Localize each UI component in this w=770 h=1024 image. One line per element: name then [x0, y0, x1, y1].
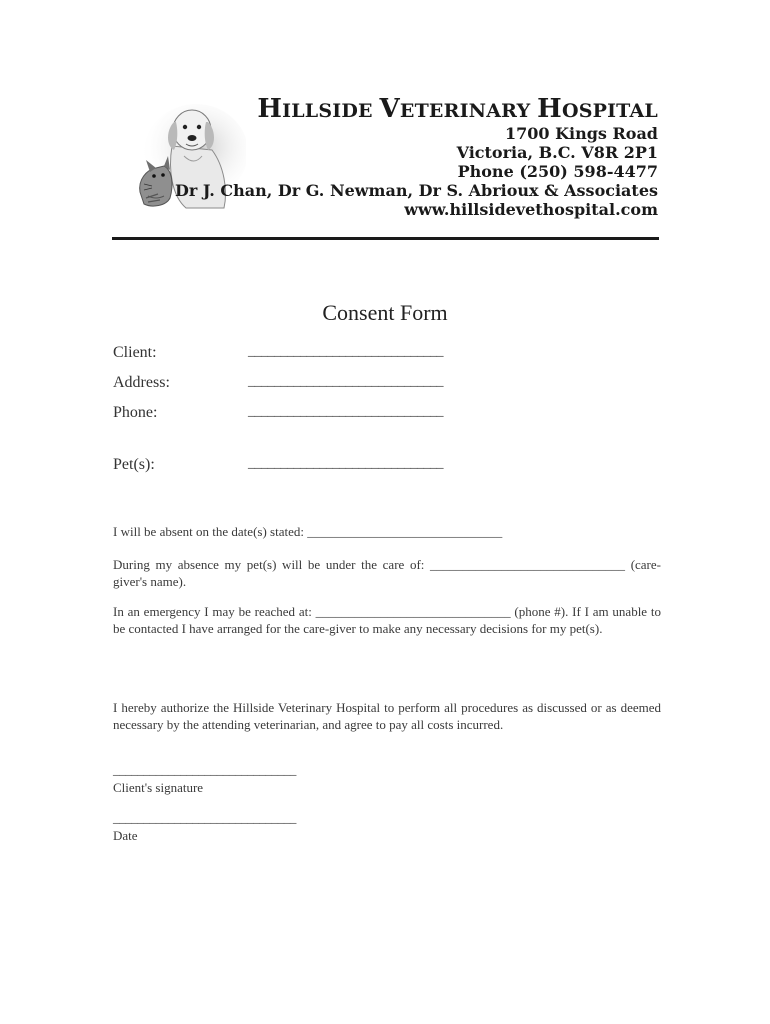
phone-field[interactable]: ______________________________: [248, 404, 443, 419]
address-label: Address:: [113, 374, 170, 391]
authorization-statement: I hereby authorize the Hillside Veterinary Hospital to perform all procedures as discussed or as deemed necessary by the attending veterinarian, and agree to pay all costs incurred.: [113, 700, 661, 732]
client-label: Client:: [113, 344, 157, 361]
phone-line: Phone (250) 598-4477: [457, 162, 658, 181]
signature-field[interactable]: ______________________________: [113, 762, 297, 777]
pets-field[interactable]: ______________________________: [248, 456, 443, 471]
address-line: 1700 Kings Road: [504, 124, 658, 143]
caregiver-statement[interactable]: During my absence my pet(s) will be under the care of: ______________________________ (care-giver's name).: [113, 557, 661, 589]
date-field[interactable]: ______________________________: [113, 810, 297, 825]
client-field[interactable]: ______________________________: [248, 344, 443, 359]
date-label: Date: [113, 828, 138, 843]
doctors-line: Dr J. Chan, Dr G. Newman, Dr S. Abrioux & Associates: [174, 181, 658, 200]
absence-dates-statement[interactable]: I will be absent on the date(s) stated: ______________________________: [113, 524, 503, 539]
address-field[interactable]: ______________________________: [248, 374, 443, 389]
pets-label: Pet(s):: [113, 456, 155, 473]
emergency-contact-statement[interactable]: In an emergency I may be reached at: ______________________________ (phone #). If I am unable to be contacted I have arranged for the care-giver to make any necessary decisions for my pet(s).: [113, 604, 661, 636]
city-line: Victoria, B.C. V8R 2P1: [456, 143, 658, 162]
hospital-name: HILLSIDE VETERINARY HOSPITAL: [257, 94, 658, 124]
website-link[interactable]: www.hillsidevethospital.com: [404, 200, 658, 219]
form-title: Consent Form: [322, 300, 448, 325]
header-divider: [112, 237, 659, 240]
phone-label: Phone:: [113, 404, 158, 421]
signature-label: Client's signature: [113, 780, 204, 795]
